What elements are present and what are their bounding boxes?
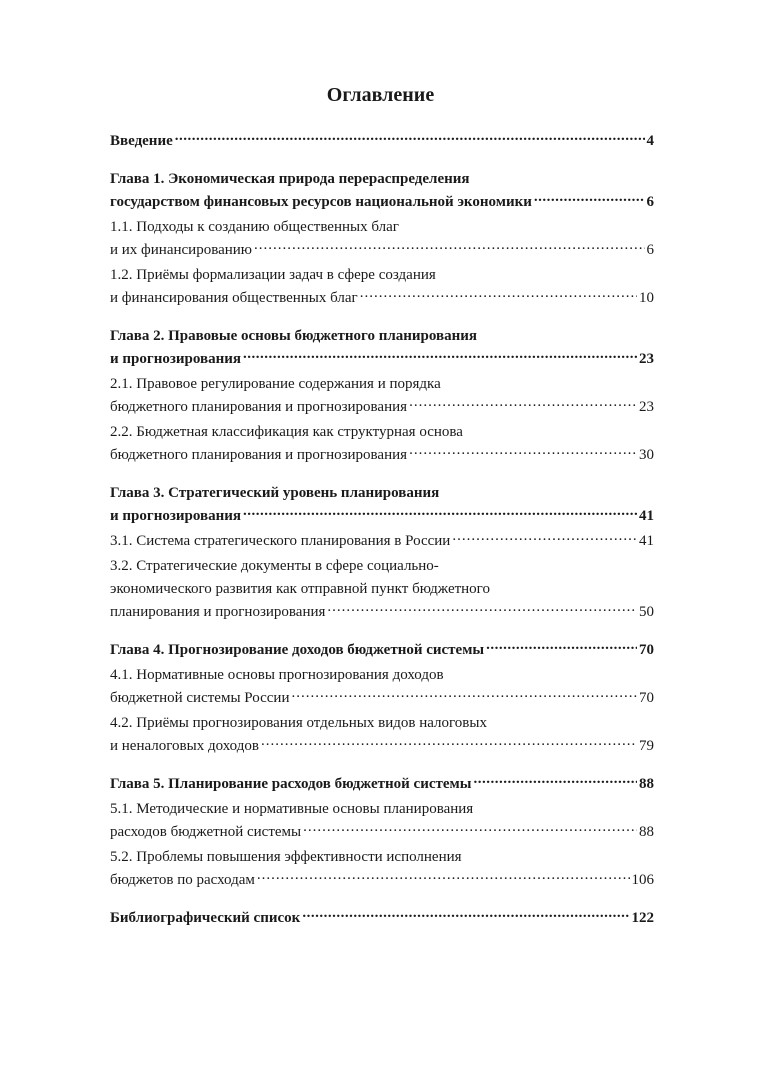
toc-section-entry[interactable]	[110, 798, 654, 844]
page-number: 106	[631, 872, 654, 888]
toc-entry-text: Глава 4. Прогнозирование доходов бюджетной системы	[110, 642, 485, 658]
dot-leader	[291, 687, 637, 702]
toc-entry-text: Глава 5. Планирование расходов бюджетной системы	[110, 776, 472, 792]
dot-leader	[473, 773, 637, 788]
toc-entry-line: 2.2. Бюджетная классификация как структурная основа	[110, 424, 463, 440]
dot-leader	[302, 907, 629, 922]
toc-section-entry[interactable]	[110, 216, 654, 262]
dot-leader	[534, 191, 645, 206]
toc-chapter-entry[interactable]	[110, 130, 654, 153]
page-number: 10	[639, 290, 654, 306]
toc-section-entry[interactable]	[110, 712, 654, 758]
toc-entry-line: 4.2. Приёмы прогнозирования отдельных видов налоговых	[110, 715, 487, 731]
toc-group	[110, 482, 654, 624]
page-number: 23	[639, 399, 654, 415]
toc-group	[110, 639, 654, 758]
toc-chapter-entry[interactable]	[110, 168, 654, 214]
dot-leader	[486, 639, 637, 654]
page-number: 88	[639, 776, 654, 792]
toc-entry-text: бюджетной системы России	[110, 690, 290, 706]
toc-entry-text: государством финансовых ресурсов национальной экономики	[110, 194, 532, 210]
toc-section-entry[interactable]	[110, 421, 654, 467]
toc-entry-text: Библиографический список	[110, 910, 301, 926]
page-number: 41	[639, 533, 654, 549]
toc-entry-text: Введение	[110, 133, 173, 149]
toc-entry-text: планирования и прогнозирования	[110, 604, 326, 620]
toc-section-entry[interactable]	[110, 264, 654, 310]
toc-entry-line: 3.2. Стратегические документы в сфере социально-	[110, 558, 439, 574]
toc-group	[110, 773, 654, 892]
toc-chapter-entry[interactable]	[110, 482, 654, 528]
toc-entry-line: 1.1. Подходы к созданию общественных благ	[110, 219, 399, 235]
toc-entry-text: и их финансированию	[110, 242, 253, 258]
toc-section-entry[interactable]	[110, 846, 654, 892]
toc-entry-line: Глава 1. Экономическая природа перераспределения	[110, 171, 470, 187]
page-number: 79	[639, 738, 654, 754]
toc-group	[110, 168, 654, 310]
dot-leader	[243, 505, 637, 520]
dot-leader	[452, 530, 637, 545]
toc-entry-line: Глава 2. Правовые основы бюджетного планирования	[110, 328, 478, 344]
dot-leader	[409, 396, 637, 411]
dot-leader	[303, 821, 637, 836]
toc-chapter-entry[interactable]	[110, 773, 654, 796]
toc-chapter-entry[interactable]	[110, 907, 654, 930]
page-number: 23	[639, 351, 654, 367]
toc-entry-text: 3.1. Система стратегического планирования в России	[110, 533, 451, 549]
toc-entry-line: 2.1. Правовое регулирование содержания и порядка	[110, 376, 441, 392]
toc-group	[110, 907, 654, 930]
toc-entry-line: 1.2. Приёмы формализации задач в сфере создания	[110, 267, 436, 283]
page-number: 88	[639, 824, 654, 840]
toc-entry-line: экономического развития как отправной пункт бюджетного	[110, 581, 490, 597]
toc-entry-text: бюджетов по расходам	[110, 872, 255, 888]
toc-chapter-entry[interactable]	[110, 325, 654, 371]
toc-entry-line: 5.1. Методические и нормативные основы планирования	[110, 801, 474, 817]
toc-entry-text: и финансирования общественных благ	[110, 290, 358, 306]
toc-section-entry[interactable]	[110, 664, 654, 710]
toc-entry-line: 4.1. Нормативные основы прогнозирования доходов	[110, 667, 444, 683]
dot-leader	[360, 287, 637, 302]
toc-section-entry[interactable]	[110, 555, 654, 624]
page-title: Оглавление	[326, 84, 435, 106]
toc-entry-text: расходов бюджетной системы	[110, 824, 302, 840]
toc-section-entry[interactable]	[110, 373, 654, 419]
page-number: 122	[631, 910, 654, 926]
page-number: 4	[646, 133, 654, 149]
page-number: 6	[646, 194, 654, 210]
toc-entry-line: 5.2. Проблемы повышения эффективности исполнения	[110, 849, 462, 865]
toc-section-entry[interactable]	[110, 530, 654, 553]
toc-chapter-entry[interactable]	[110, 639, 654, 662]
toc-entry-text: бюджетного планирования и прогнозирования	[110, 399, 408, 415]
dot-leader	[243, 348, 637, 363]
toc-group	[110, 130, 654, 153]
dot-leader	[409, 444, 637, 459]
table-of-contents	[110, 130, 654, 930]
toc-entry-text: и прогнозирования	[110, 508, 241, 524]
page-number: 70	[639, 690, 654, 706]
page-number: 30	[639, 447, 654, 463]
page-number: 50	[639, 604, 654, 620]
toc-entry-text: и неналоговых доходов	[110, 738, 259, 754]
page-number: 70	[639, 642, 654, 658]
dot-leader	[254, 239, 644, 254]
dot-leader	[257, 869, 630, 884]
dot-leader	[175, 130, 645, 145]
dot-leader	[327, 601, 637, 616]
toc-entry-text: бюджетного планирования и прогнозирования	[110, 447, 408, 463]
page-number: 6	[646, 242, 654, 258]
page-number: 41	[639, 508, 654, 524]
toc-group	[110, 325, 654, 467]
toc-entry-text: и прогнозирования	[110, 351, 241, 367]
toc-entry-line: Глава 3. Стратегический уровень планирования	[110, 485, 440, 501]
dot-leader	[261, 735, 637, 750]
